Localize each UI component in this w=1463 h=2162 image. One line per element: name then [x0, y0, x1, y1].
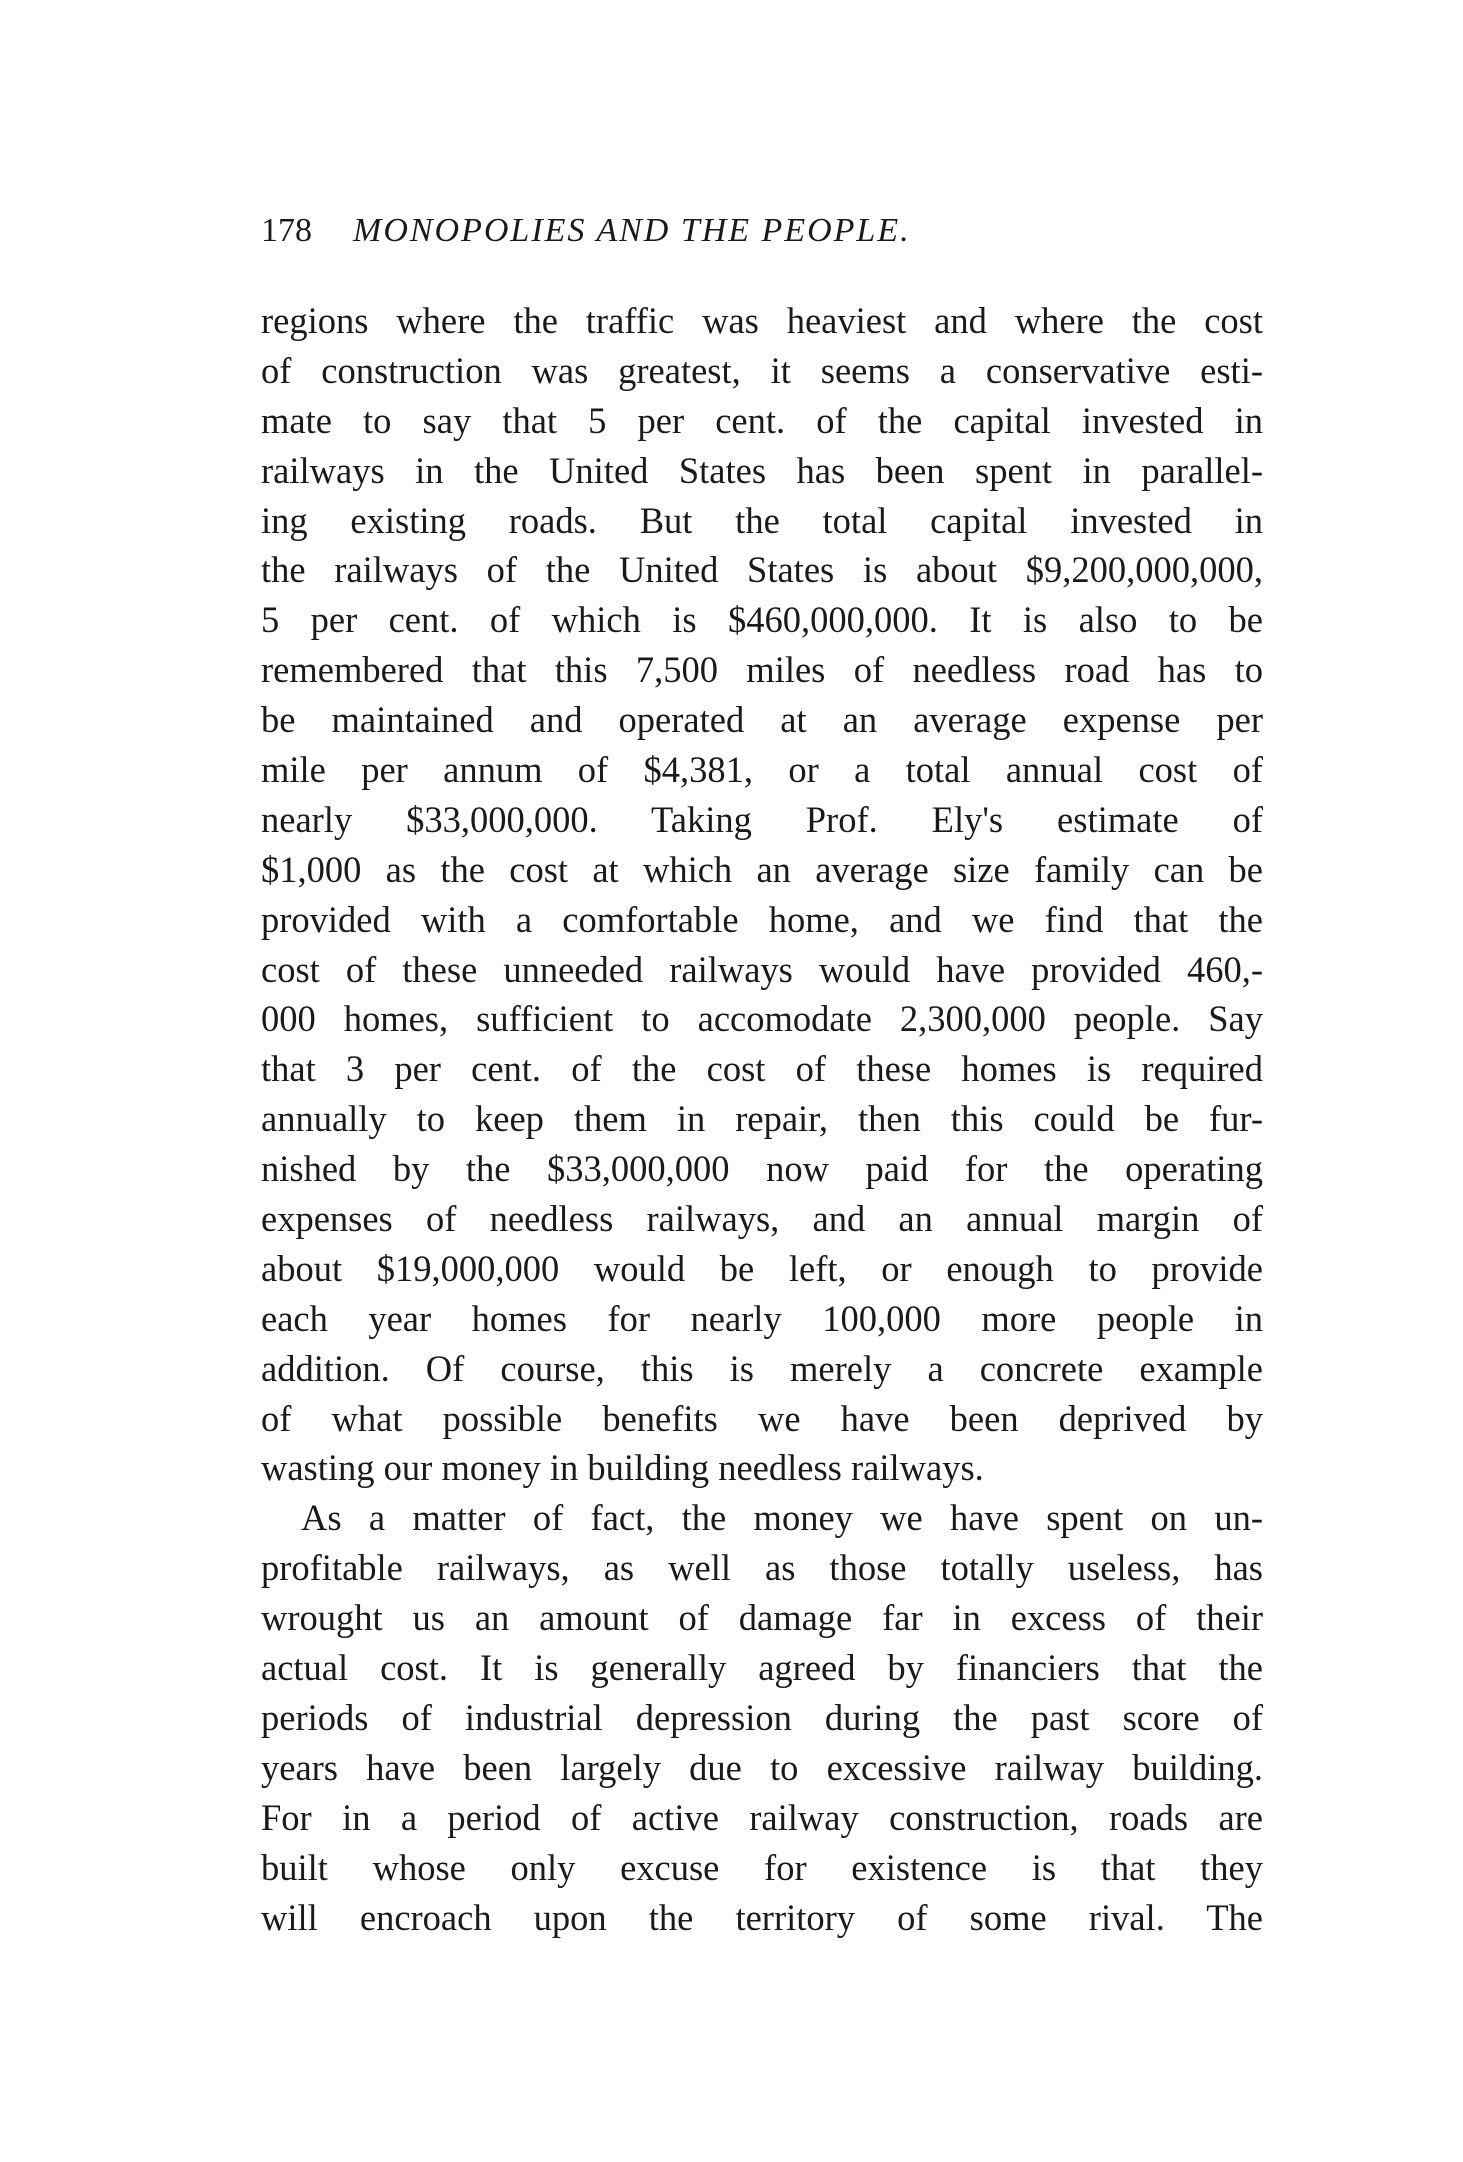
text-line: railways in the United States has been spent in parallel-: [261, 449, 1263, 491]
text-line: of what possible benefits we have been deprived by: [261, 1397, 1263, 1439]
text-line: periods of industrial depression during the past score of: [261, 1696, 1263, 1738]
text-line: wrought us an amount of damage far in excess of their: [261, 1597, 1263, 1639]
text-line: nearly $33,000,000. Taking Prof. Ely's estimate of: [261, 798, 1263, 840]
text-line: be maintained and operated at an average expense per: [261, 699, 1263, 741]
text-line: remembered that this 7,500 miles of needless road has to: [261, 649, 1263, 691]
text-line: 5 per cent. of which is $460,000,000. It is also to be: [261, 599, 1263, 641]
running-header: [261, 212, 1261, 262]
text-line: expenses of needless railways, and an annual margin of: [261, 1198, 1263, 1240]
text-line: ing existing roads. But the total capital invested in: [261, 499, 1263, 541]
text-line: provided with a comfortable home, and we find that the: [261, 898, 1263, 940]
text-line: will encroach upon the territory of some rival. The: [261, 1896, 1263, 1938]
text-line: cost of these unneeded railways would have provided 460,-: [261, 948, 1263, 990]
text-line: wasting our money in building needless railways.: [261, 1447, 984, 1489]
text-line: regions where the traffic was heaviest and where the cost: [261, 300, 1263, 341]
text-line: about $19,000,000 would be left, or enough to provide: [261, 1247, 1263, 1289]
text-line: of construction was greatest, it seems a conservative esti-: [261, 349, 1263, 391]
text-line: For in a period of active railway construction, roads are: [261, 1796, 1263, 1838]
text-line: mate to say that 5 per cent. of the capital invested in: [261, 399, 1263, 441]
text-line: actual cost. It is generally agreed by financiers that the: [261, 1647, 1263, 1689]
text-line: As a matter of fact, the money we have spent on un-: [301, 1497, 1263, 1539]
text-line: mile per annum of $4,381, or a total annual cost of: [261, 749, 1263, 791]
text-line: annually to keep them in repair, then this could be fur-: [261, 1098, 1263, 1140]
text-line: each year homes for nearly 100,000 more people in: [261, 1297, 1263, 1339]
text-line: 000 homes, sufficient to accomodate 2,300,000 people. Say: [261, 998, 1263, 1040]
text-line: profitable railways, as well as those totally useless, has: [261, 1547, 1263, 1589]
page-number: 178: [261, 212, 312, 249]
text-line: years have been largely due to excessive railway building.: [261, 1746, 1263, 1788]
body-text: [261, 296, 1263, 1942]
text-line: the railways of the United States is about $9,200,000,000,: [261, 549, 1263, 591]
text-line: nished by the $33,000,000 now paid for the operating: [261, 1148, 1263, 1190]
text-line: built whose only excuse for existence is that they: [261, 1846, 1263, 1888]
text-line: $1,000 as the cost at which an average size family can be: [261, 848, 1263, 890]
text-line: addition. Of course, this is merely a concrete example: [261, 1347, 1263, 1389]
text-line: that 3 per cent. of the cost of these homes is required: [261, 1048, 1263, 1090]
running-title: MONOPOLIES AND THE PEOPLE.: [353, 212, 911, 249]
